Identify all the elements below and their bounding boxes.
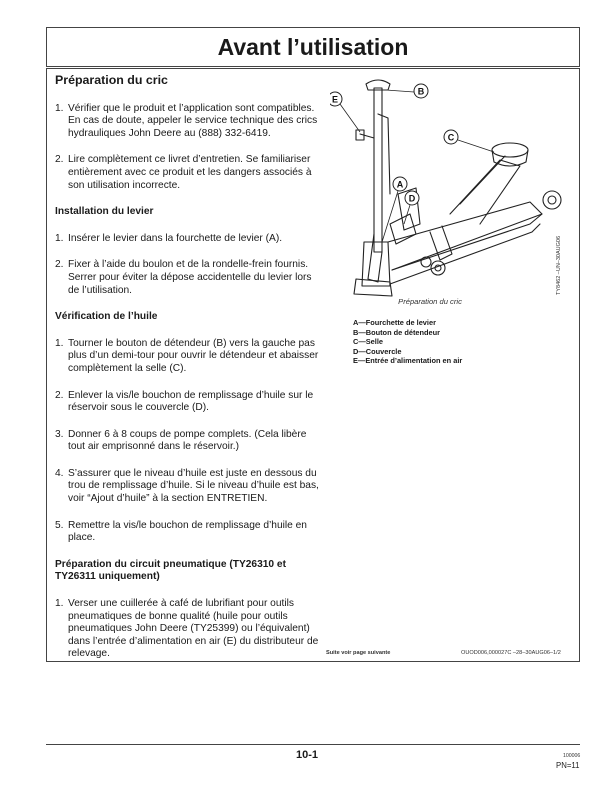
page-title-box xyxy=(46,27,580,67)
section-title: Préparation du cric xyxy=(55,73,168,87)
floor-jack-illustration xyxy=(330,74,580,304)
oil-heading: Vérification de l’huile xyxy=(55,311,158,323)
list-item: 5. Remettre la vis/le bouchon de remplissage d’huile en place. xyxy=(55,519,307,544)
legend-item: E—Entrée d’alimentation en air xyxy=(353,356,463,366)
pneumatic-steps xyxy=(55,598,325,661)
list-item: 2. Fixer à l’aide du boulon et de la rondelle-frein fournis. Serrer pour éviter la dépose accidentelle du levier lors de l’utilisation. xyxy=(55,259,312,296)
intro-list xyxy=(55,103,325,193)
print-code: 100006 xyxy=(563,753,581,759)
list-item: 1. Vérifier que le produit et l’application sont compatibles. En cas de doute, appeler le service technique des crics hydrauliques John Deere au (888) 332-6419. xyxy=(55,102,318,139)
callout-b: B xyxy=(417,86,425,97)
lever-steps xyxy=(55,233,325,297)
figure-caption: Préparation du cric xyxy=(398,297,462,306)
legend-item: C—Selle xyxy=(353,337,383,347)
figure-code: TY8462 –UN–30AUG06 xyxy=(556,235,562,295)
callout-e: E xyxy=(331,94,339,105)
list-item: 2. Lire complètement ce livret d’entretien. Se familiariser entièrement avec ce produit et les dangers associés à son utilisation incorrecte. xyxy=(55,154,312,191)
list-item: 1. Verser une cuillerée à café de lubrifiant pour outils pneumatiques de bonne qualité (huile pour outils pneumatiques John Deere (TY25399) ou l’équivalent) dans l’entrée d’alimentation en air (E) du distributeur de relevage. xyxy=(55,598,319,660)
continued-note: Suite voir page suivante xyxy=(326,650,391,656)
page-number: 10-1 xyxy=(296,749,319,761)
list-item: 3. Donner 6 à 8 coups de pompe complets. (Cela libère tout air emprisonné dans le réservoir.) xyxy=(55,428,307,453)
callout-d: D xyxy=(408,193,416,204)
pneumatic-heading: Préparation du circuit pneumatique (TY26310 et TY26311 uniquement) xyxy=(55,558,286,583)
bottom-rule xyxy=(46,744,580,745)
list-item: 1. Tourner le bouton de détendeur (B) vers la gauche pas plus d’un demi-tour pour ouvrir le détendeur et abaisser complètement la selle (C). xyxy=(55,337,319,374)
callout-a: A xyxy=(396,179,404,190)
instructions-column xyxy=(55,70,325,675)
pn-label: PN=11 xyxy=(556,761,580,770)
list-item: 1. Insérer le levier dans la fourchette de levier (A). xyxy=(55,232,283,244)
figure-legend xyxy=(353,318,462,366)
legend-item: D—Couvercle xyxy=(353,346,402,356)
list-item: 2. Enlever la vis/le bouchon de remplissage d’huile sur le réservoir sous le couvercle (D). xyxy=(55,389,314,414)
lever-heading: Installation du levier xyxy=(55,206,154,218)
page-title: Avant l’utilisation xyxy=(217,33,409,60)
oil-steps xyxy=(55,338,325,545)
legend-item: A—Fourchette de levier xyxy=(353,318,436,327)
legend-item: B—Bouton de détendeur xyxy=(353,327,441,337)
list-item: 4. S’assurer que le niveau d’huile est juste en dessous du trou de remplissage d’huile. Si le niveau d’huile est bas, voir “Ajout d’huile” à la section ENTRETIEN. xyxy=(55,467,319,505)
doc-reference: OUOD006,000027C –28–30AUG06–1/2 xyxy=(461,650,561,656)
callout-c: C xyxy=(447,132,455,143)
